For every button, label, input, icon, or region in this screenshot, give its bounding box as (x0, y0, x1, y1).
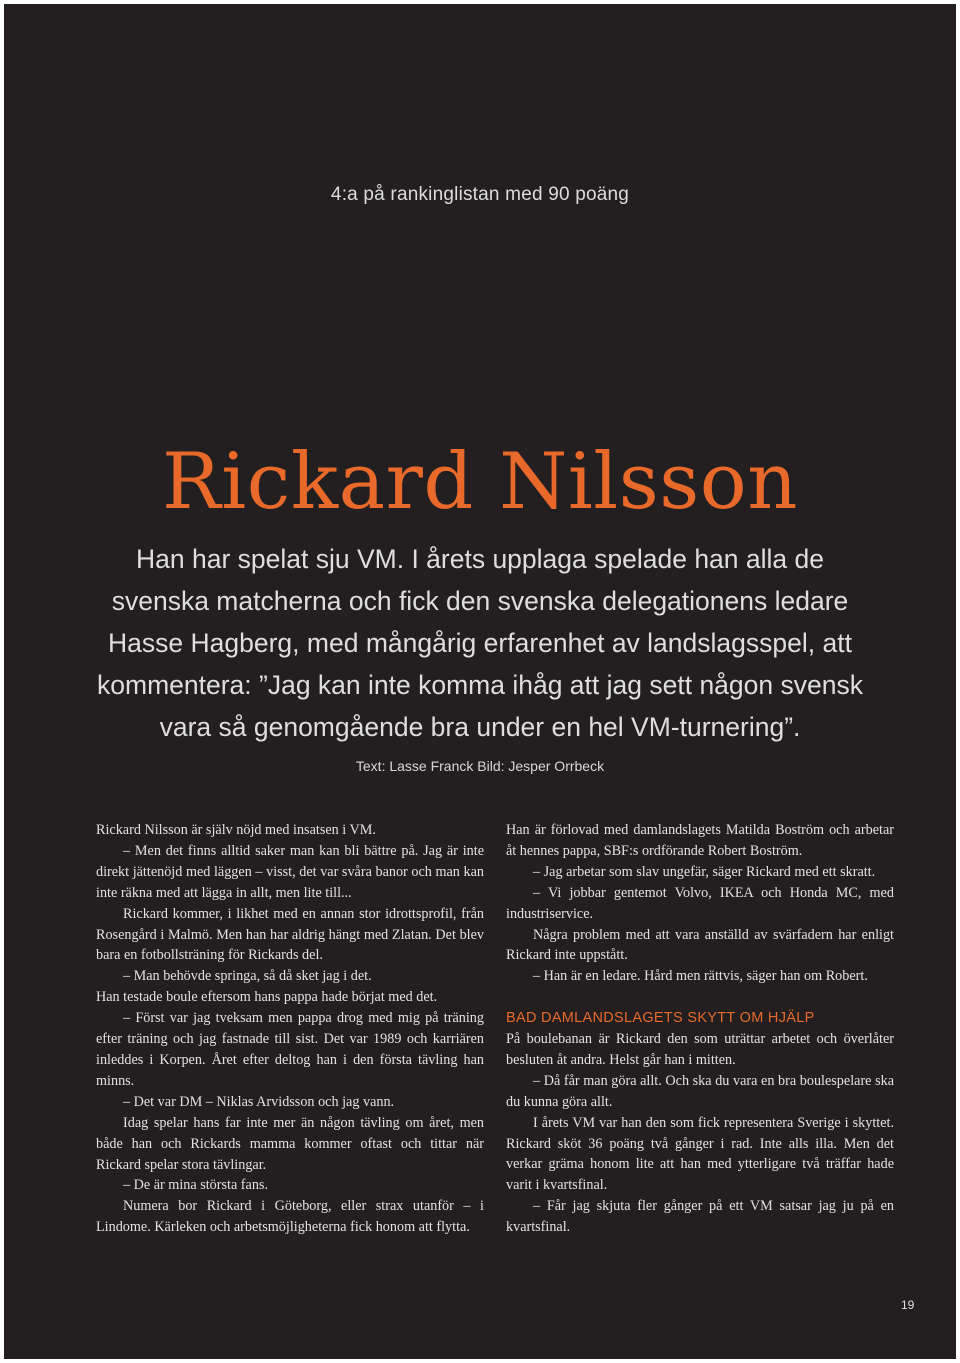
body-column-right (506, 820, 894, 1238)
paragraph: På boulebanan är Rickard den som uträttar arbetet och överlåter besluten åt andra. Helst går han i mitten. (506, 1031, 894, 1068)
paragraph: Numera bor Rickard i Göteborg, eller strax utanför – i Lindome. Kärleken och arbetsmöjligheterna fick honom att flytta. (96, 1198, 484, 1236)
article-lead: Han har spelat sju VM. I årets upplaga spelade han alla de svenska matcherna och fick den svenska delegationens ledare Hasse Hagberg, med mångårig erfarenhet av landslagsspel, att kommentera: ”Jag kan inte komma ihåg att jag sett någon svensk vara så genomgående bra under en hel VM-turnering”. (97, 544, 863, 742)
paragraph: Rickard kommer, i likhet med en annan stor idrottsprofil, från Rosengård i Malmö. Men han har aldrig hängt med Zlatan. Det blev bara en fotbollsträning för Rickards del. (96, 905, 484, 964)
paragraph: – De är mina största fans. (123, 1177, 268, 1194)
article-credit: Text: Lasse Franck Bild: Jesper Orrbeck (355, 758, 605, 774)
paragraph: – Då får man göra allt. Och ska du vara en bra boulespelare ska du kunna göra allt. (506, 1072, 894, 1110)
paragraph: – Jag arbetar som slav ungefär, säger Rickard med ett skratt. (533, 863, 876, 880)
ranking-kicker: 4:a på rankinglistan med 90 poäng (330, 184, 630, 205)
paragraph: – Han är en ledare. Hård men rättvis, säger han om Robert. (533, 968, 868, 985)
paragraph: – Men det finns alltid saker man kan bli bättre på. Jag är inte direkt jättenöjd med läggen – visst, det var svåra banor och man kan inte räkna med att lägga in allt, men lite till... (96, 842, 484, 901)
paragraph: – Det var DM – Niklas Arvidsson och jag vann. (123, 1093, 395, 1110)
paragraph: Rickard Nilsson är själv nöjd med insatsen i VM. (96, 822, 376, 838)
paragraph: I årets VM var han den som fick representera Sverige i skyttet. Rickard sköt 36 poäng två gånger i rad. Inte alls illa. Men det verkar gräma honom lite att han med ytterligare två träffar hade varit i kvartsfinal. (506, 1114, 894, 1194)
paragraph: Några problem med att vara anställd av svärfadern har enligt Rickard inte uppstått. (506, 926, 894, 964)
page-number: 19 (901, 1298, 915, 1312)
paragraph: – Först var jag tveksam men pappa drog med mig på träning efter träning och jag fastnade till sist. Det var 1989 och karriären inleddes i Korpen. Året efter deltog han i den första tävling han minns. (96, 1010, 484, 1089)
paragraph: – Man behövde springa, så då sket jag i det. (123, 968, 372, 985)
paragraph: Idag spelar hans far inte mer än någon tävling om året, men både han och Rickards mamma kommer oftast och tittar när Rickard spelar stora tävlingar. (96, 1114, 484, 1173)
section-subheading: BAD DAMLANDSLAGETS SKYTT OM HJÄLP (506, 1010, 815, 1027)
body-column-left (96, 820, 484, 1238)
paragraph: Han är förlovad med damlandslagets Matilda Boström och arbetar åt hennes pappa, SBF:s ordförande Robert Boström. (506, 822, 894, 859)
article-title: Rickard Nilsson (161, 437, 799, 527)
paragraph: Han testade boule eftersom hans pappa hade börjat med det. (96, 989, 438, 1006)
paragraph: – Får jag skjuta fler gånger på ett VM satsar jag ju på en kvartsfinal. (506, 1198, 894, 1236)
paragraph: – Vi jobbar gentemot Volvo, IKEA och Honda MC, med industriservice. (506, 884, 894, 922)
magazine-page (4, 4, 956, 1359)
